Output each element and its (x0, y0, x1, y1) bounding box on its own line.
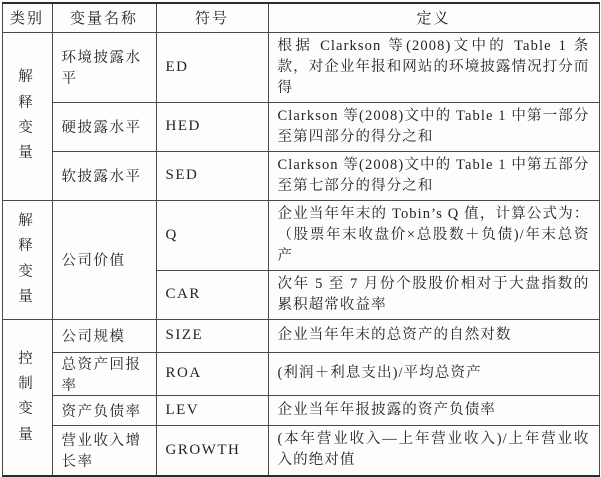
table-row (2, 200, 599, 270)
table-row (2, 102, 599, 151)
variable-name-cell: 营业收入增长率 (52, 425, 156, 476)
table-row (2, 352, 599, 395)
symbol-cell: SIZE (156, 319, 268, 352)
variable-name-cell: 总资产回报率 (52, 352, 156, 395)
table-row (2, 151, 599, 200)
table-row (2, 395, 599, 425)
symbol-cell: ROA (156, 352, 268, 395)
symbol-cell: GROWTH (156, 425, 268, 476)
category-cell-control (2, 319, 52, 476)
header-symbol: 符号 (156, 3, 268, 32)
header-definition: 定义 (268, 3, 599, 32)
symbol-cell: Q (156, 200, 268, 270)
definition-cell: (利润＋利息支出)/平均总资产 (268, 352, 599, 395)
category-cell-explanatory-1 (2, 32, 52, 200)
variable-name-cell: 硬披露水平 (52, 102, 156, 151)
variable-name-cell: 公司价值 (52, 200, 156, 319)
symbol-cell: SED (156, 151, 268, 200)
variable-name-cell: 软披露水平 (52, 151, 156, 200)
definition-cell: 企业当年年末的总资产的自然对数 (268, 319, 599, 352)
definition-cell: 企业当年年报披露的资产负债率 (268, 395, 599, 425)
symbol-cell: LEV (156, 395, 268, 425)
table-row (2, 319, 599, 352)
definition-cell: 根据 Clarkson 等(2008)文中的 Table 1 条款，对企业年报和网站的环境披露情况打分而得 (268, 32, 599, 102)
symbol-cell: ED (156, 32, 268, 102)
definition-cell: Clarkson 等(2008)文中的 Table 1 中第五部分至第七部分的得分之和 (268, 151, 599, 200)
table-header-row (2, 3, 599, 32)
definition-cell: 次年 5 至 7 月份个股股价相对于大盘指数的累积超常收益率 (268, 270, 599, 319)
header-variable-name: 变量名称 (52, 3, 156, 32)
variable-name-cell: 资产负债率 (52, 395, 156, 425)
symbol-cell: HED (156, 102, 268, 151)
category-label: 解释变量 (18, 212, 36, 305)
variable-name-cell: 公司规模 (52, 319, 156, 352)
category-label: 控制变量 (18, 350, 36, 443)
variable-name-cell: 环境披露水平 (52, 32, 156, 102)
category-cell-explanatory-2 (2, 200, 52, 319)
definition-cell: Clarkson 等(2008)文中的 Table 1 中第一部分至第四部分的得分之和 (268, 102, 599, 151)
category-label: 解释变量 (18, 69, 36, 162)
table-row (2, 32, 599, 102)
table-row (2, 425, 599, 476)
definition-cell: 企业当年年末的 Tobin’s Q 值，计算公式为：（股票年末收盘价×总股数＋负债)/年末总资产 (268, 200, 599, 270)
definition-cell: (本年营业收入—上年营业收入)/上年营业收入的绝对值 (268, 425, 599, 476)
symbol-cell: CAR (156, 270, 268, 319)
header-category: 类别 (2, 3, 52, 32)
variable-definitions-table (2, 2, 600, 477)
